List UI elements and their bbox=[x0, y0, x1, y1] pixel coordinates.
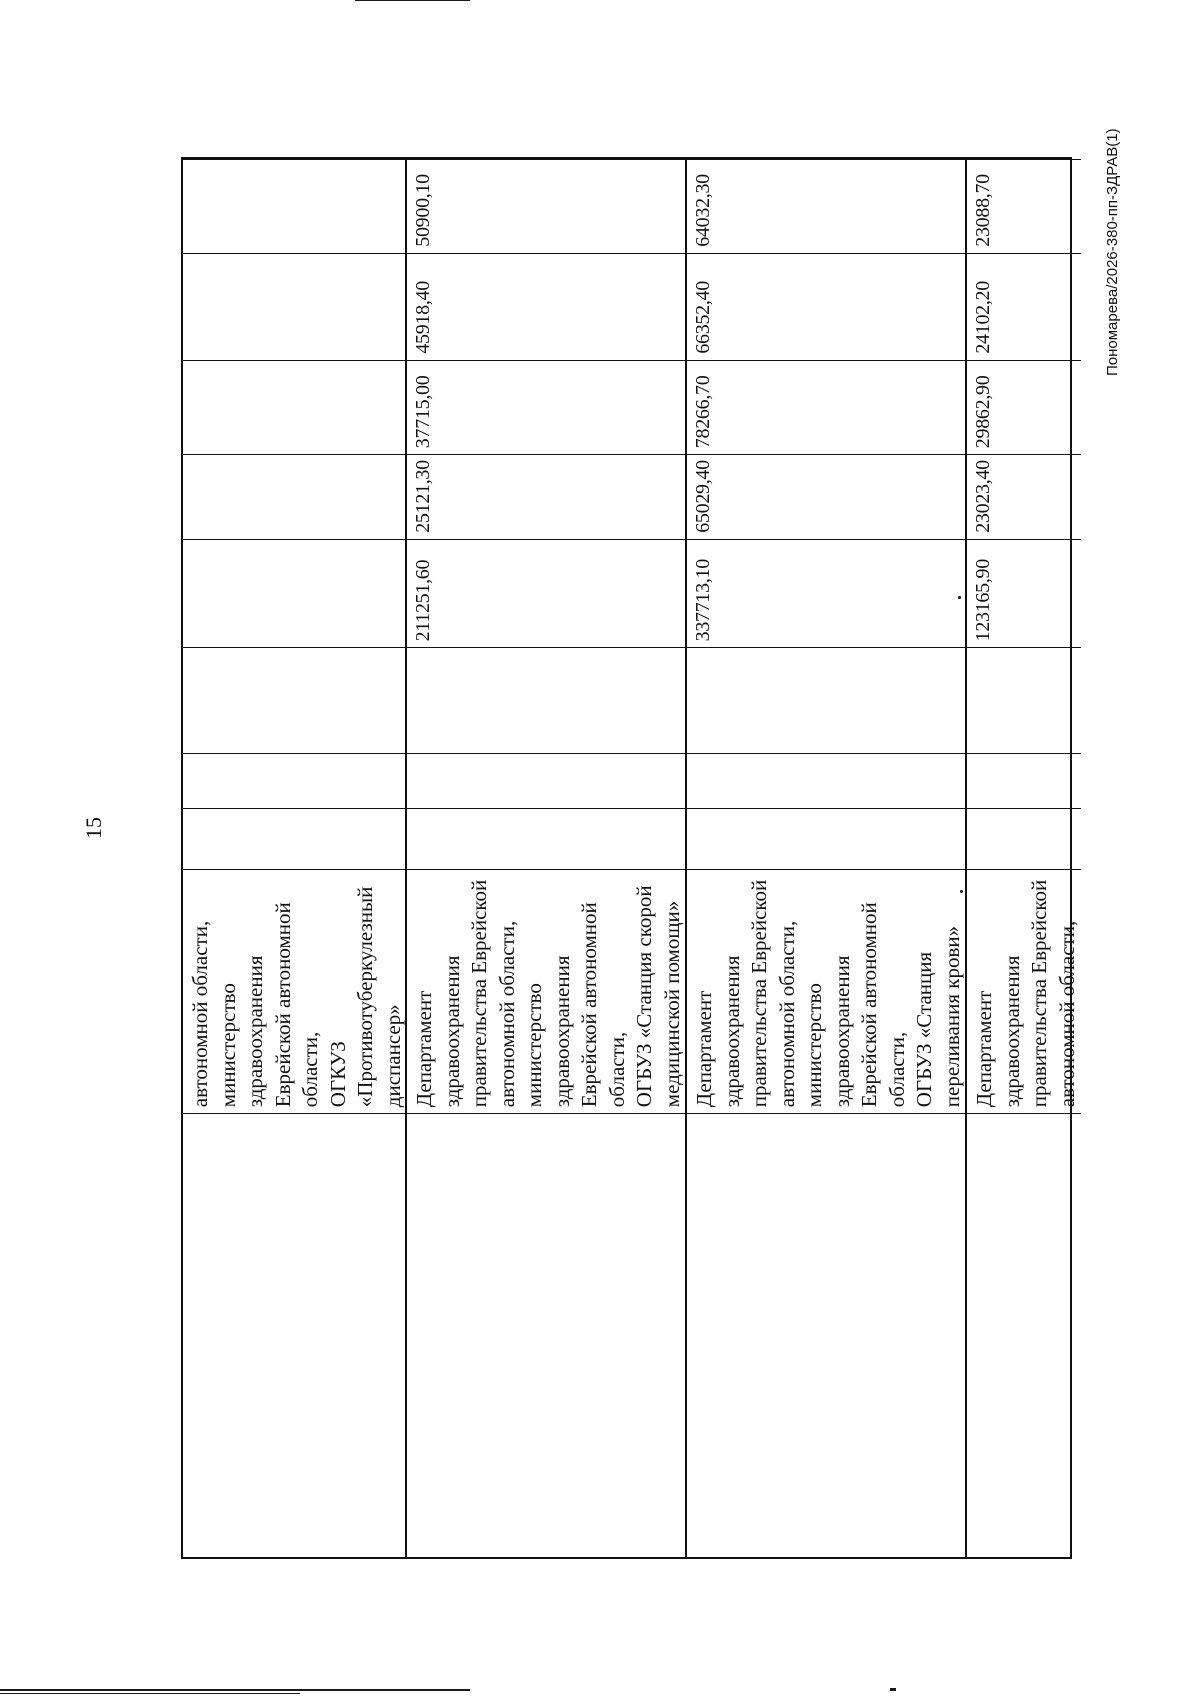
table-cell-empty bbox=[183, 809, 405, 870]
amount-cell bbox=[407, 159, 685, 160]
amount-year bbox=[183, 455, 187, 539]
funding-table bbox=[181, 157, 1079, 1559]
amount-total bbox=[183, 540, 187, 648]
amount-year: 45918,40 bbox=[412, 281, 434, 354]
page-number: 15 bbox=[81, 817, 106, 839]
executor-cell bbox=[407, 870, 685, 1114]
table-row bbox=[685, 159, 965, 1557]
amount-year: 50900,10 bbox=[412, 174, 434, 247]
amount-year bbox=[183, 160, 187, 253]
amount-cell bbox=[687, 361, 965, 456]
table-cell-empty bbox=[687, 809, 965, 870]
executor-cell bbox=[687, 870, 965, 1114]
amount-cell bbox=[183, 455, 405, 540]
scan-speck bbox=[960, 890, 963, 893]
amount-year: 78266,70 bbox=[692, 375, 714, 449]
amount-cell bbox=[183, 160, 405, 254]
amount-cell bbox=[967, 540, 1081, 649]
amount-cell bbox=[967, 254, 1081, 361]
amount-cell bbox=[687, 159, 965, 160]
amount-cell bbox=[183, 361, 405, 456]
amount-total: 337713,10 bbox=[692, 559, 714, 642]
amount-cell bbox=[967, 159, 1081, 160]
amount-total: 211251,60 bbox=[412, 559, 434, 642]
table-cell-empty bbox=[967, 1114, 1081, 1557]
amount-cell bbox=[183, 540, 405, 649]
executor-text: Департамент здравоохранения правительства Еврейской автономной области, министерство здравоохранения Еврейской автономной области, ОГБУЗ «Станция переливания крови» bbox=[692, 879, 964, 1108]
table-cell-empty bbox=[687, 754, 965, 809]
table-cell-empty bbox=[407, 754, 685, 809]
table-cell-empty bbox=[967, 648, 1081, 754]
amount-cell bbox=[407, 160, 685, 254]
amount-year: 23088,70 bbox=[972, 174, 994, 247]
amount-year: 37715,00 bbox=[412, 375, 434, 449]
amount-year: 24102,20 bbox=[972, 281, 994, 354]
executor-text: Департамент здравоохранения правительства Еврейской автономной области, bbox=[972, 879, 1079, 1108]
executor-cell bbox=[967, 870, 1081, 1114]
amount-cell bbox=[967, 455, 1081, 540]
amount-cell bbox=[967, 361, 1081, 456]
amount-cell bbox=[183, 254, 405, 361]
amount-year: 29862,90 bbox=[972, 375, 994, 449]
table-row bbox=[405, 159, 685, 1557]
amount-year: 64032,30 bbox=[692, 174, 714, 247]
amount-year: 66352,40 bbox=[692, 281, 714, 354]
amount-cell bbox=[687, 540, 965, 649]
scan-speck bbox=[958, 596, 961, 599]
amount-cell bbox=[407, 361, 685, 456]
executor-text: Департамент здравоохранения правительства Еврейской автономной области, министерство здравоохранения Еврейской автономной области, ОГБУЗ «Станция скорой медицинской помощи» bbox=[412, 879, 684, 1108]
table-cell-empty bbox=[407, 809, 685, 870]
amount-total: 123165,90 bbox=[972, 559, 994, 642]
amount-year: 25121,30 bbox=[412, 460, 434, 533]
table-cell-empty bbox=[687, 1114, 965, 1557]
amount-year bbox=[183, 361, 187, 455]
amount-cell bbox=[687, 160, 965, 254]
amount-cell bbox=[183, 159, 405, 160]
amount-cell bbox=[407, 455, 685, 540]
amount-year bbox=[183, 254, 187, 360]
amount-cell bbox=[407, 254, 685, 361]
table-cell-empty bbox=[183, 648, 405, 754]
table-cell-empty bbox=[407, 1114, 685, 1557]
amount-cell bbox=[687, 455, 965, 540]
table-cell-empty bbox=[967, 809, 1081, 870]
executor-text: автономной области, министерство здравоохранения Еврейской автономной области, ОГКУЗ «Противотуберкулезный диспансер» bbox=[188, 886, 405, 1108]
table-cell-empty bbox=[183, 754, 405, 809]
table-row bbox=[183, 159, 405, 1557]
table-row bbox=[965, 159, 1081, 1557]
amount-cell bbox=[687, 254, 965, 361]
amount-cell bbox=[407, 540, 685, 649]
executor-cell bbox=[183, 870, 405, 1114]
table-cell-empty bbox=[967, 754, 1081, 809]
amount-year: 23023,40 bbox=[972, 460, 994, 533]
table-cell-empty bbox=[687, 648, 965, 754]
amount-year: 65029,40 bbox=[692, 460, 714, 533]
document-reference-code: Пономарева/2026-380-пп-ЗДРАВ(1) bbox=[1104, 128, 1121, 376]
amount-cell bbox=[967, 160, 1081, 254]
table-cell-empty bbox=[407, 648, 685, 754]
table-cell-empty bbox=[183, 1114, 405, 1557]
